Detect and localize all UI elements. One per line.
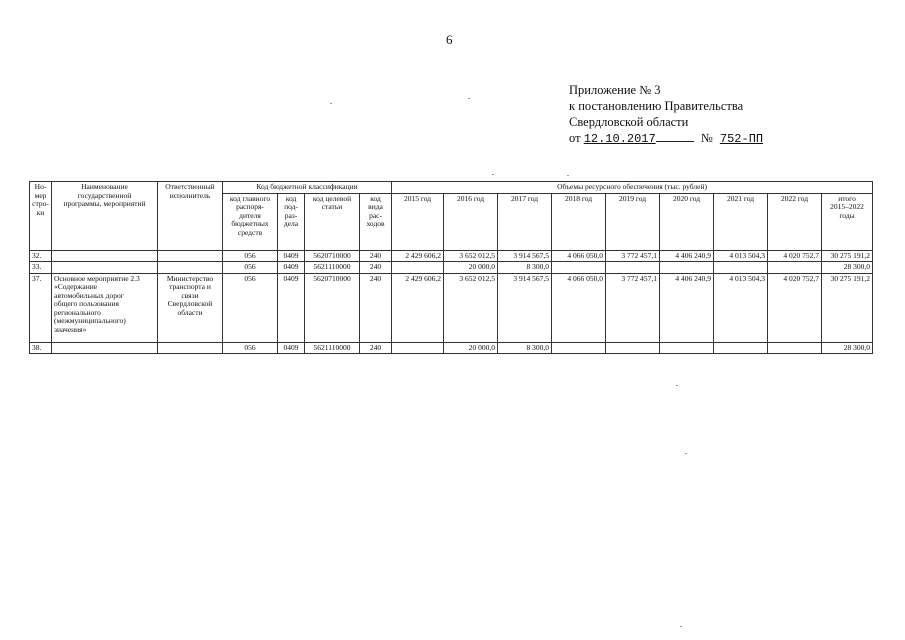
cell-num: 32. [30, 250, 52, 262]
header-2020: 2020 год [660, 193, 714, 250]
cell-2021: 4 013 504,3 [714, 250, 768, 262]
cell-kpodr: 0409 [278, 342, 305, 354]
header-executor: Ответственный исполнитель [158, 182, 223, 251]
cell-2015: 2 429 606,2 [392, 273, 444, 342]
table-row [30, 342, 873, 354]
cell-2015 [392, 262, 444, 274]
cell-2016: 3 652 012,5 [444, 273, 498, 342]
cell-kgrbs: 056 [223, 273, 278, 342]
cell-executor [158, 342, 223, 354]
header-2018: 2018 год [552, 193, 606, 250]
cell-2017: 3 914 567,5 [498, 250, 552, 262]
cell-2020 [660, 262, 714, 274]
page-number: 6 [446, 32, 453, 47]
resolution-date: 12.10.2017 [583, 132, 656, 146]
cell-kvr: 240 [360, 262, 392, 274]
cell-num: 37. [30, 273, 52, 342]
cell-kpodr: 0409 [278, 250, 305, 262]
cell-kcs: 5620710000 [305, 273, 360, 342]
cell-name [52, 262, 158, 274]
cell-2017: 3 914 567,5 [498, 273, 552, 342]
cell-kgrbs: 056 [223, 342, 278, 354]
cell-2022: 4 020 752,7 [768, 273, 822, 342]
header-name: Наименование государственной программы, мероприятий [52, 182, 158, 251]
header-2017: 2017 год [498, 193, 552, 250]
table-row [30, 262, 873, 274]
budget-table [29, 181, 873, 354]
table-header-row [30, 182, 873, 194]
scan-speck [492, 174, 494, 175]
cell-kvr: 240 [360, 273, 392, 342]
cell-total: 28 300,0 [822, 342, 873, 354]
cell-2018 [552, 262, 606, 274]
header-row-number: Но- мер стро- ки [30, 182, 52, 251]
cell-2016: 20 000,0 [444, 342, 498, 354]
cell-kcs: 5621110000 [305, 342, 360, 354]
cell-kcs: 5621110000 [305, 262, 360, 274]
cell-2022 [768, 342, 822, 354]
cell-executor: Министерство транспорта и связи Свердловской области [158, 273, 223, 342]
cell-2021 [714, 262, 768, 274]
cell-kgrbs: 056 [223, 262, 278, 274]
table-row [30, 273, 873, 342]
cell-2016: 3 652 012,5 [444, 250, 498, 262]
appendix-date-line [569, 130, 763, 147]
cell-kcs: 5620710000 [305, 250, 360, 262]
cell-total: 30 275 191,2 [822, 273, 873, 342]
cell-2022: 4 020 752,7 [768, 250, 822, 262]
cell-2021 [714, 342, 768, 354]
header-kpodr: код под- раз- дела [278, 193, 305, 250]
cell-executor [158, 262, 223, 274]
appendix-resolution-line: к постановлению Правительства [569, 99, 744, 113]
date-underline [656, 131, 694, 142]
header-kcs: код целевой статьи [305, 193, 360, 250]
cell-kvr: 240 [360, 250, 392, 262]
header-kgrbs: код главного распоря- дителя бюджетных средств [223, 193, 278, 250]
scan-speck [330, 103, 332, 104]
cell-name: Основное мероприятие 2.3 «Содержание автомобильных дорог общего пользования регионального (межмуниципального) значения» [52, 273, 158, 342]
cell-executor [158, 250, 223, 262]
cell-num: 33. [30, 262, 52, 274]
appendix-region-line: Свердловской области [569, 115, 689, 129]
cell-2022 [768, 262, 822, 274]
header-classification: Код бюджетной классификации [223, 182, 392, 194]
header-total: итого 2015–2022 годы [822, 193, 873, 250]
header-2022: 2022 год [768, 193, 822, 250]
resolution-number: 752-ПП [719, 132, 764, 146]
cell-2020 [660, 342, 714, 354]
scan-speck [685, 453, 687, 454]
scan-speck [468, 98, 470, 99]
cell-2020: 4 406 240,9 [660, 250, 714, 262]
header-2021: 2021 год [714, 193, 768, 250]
cell-total: 28 300,0 [822, 262, 873, 274]
cell-2020: 4 406 240,9 [660, 273, 714, 342]
cell-2017: 8 300,0 [498, 262, 552, 274]
appendix-title: Приложение № 3 [569, 83, 661, 97]
table-row [30, 250, 873, 262]
date-prefix: от [569, 131, 581, 145]
cell-kpodr: 0409 [278, 273, 305, 342]
cell-2017: 8 300,0 [498, 342, 552, 354]
cell-2019 [606, 262, 660, 274]
cell-2015 [392, 342, 444, 354]
cell-total: 30 275 191,2 [822, 250, 873, 262]
header-2016: 2016 год [444, 193, 498, 250]
cell-kgrbs: 056 [223, 250, 278, 262]
appendix-heading [569, 82, 763, 147]
scan-speck [680, 626, 682, 627]
cell-kvr: 240 [360, 342, 392, 354]
header-kvr: код вида рас- ходов [360, 193, 392, 250]
scan-speck [676, 385, 678, 386]
cell-2021: 4 013 504,3 [714, 273, 768, 342]
header-2015: 2015 год [392, 193, 444, 250]
cell-num: 38. [30, 342, 52, 354]
header-volumes: Объемы ресурсного обеспечения (тыс. рублей) [392, 182, 873, 194]
cell-2018: 4 066 050,0 [552, 273, 606, 342]
scan-speck [567, 175, 569, 176]
cell-2019 [606, 342, 660, 354]
cell-2018: 4 066 050,0 [552, 250, 606, 262]
number-prefix: № [700, 131, 713, 145]
cell-2018 [552, 342, 606, 354]
cell-name [52, 250, 158, 262]
cell-kpodr: 0409 [278, 262, 305, 274]
header-2019: 2019 год [606, 193, 660, 250]
cell-2016: 20 000,0 [444, 262, 498, 274]
cell-name [52, 342, 158, 354]
cell-2019: 3 772 457,1 [606, 250, 660, 262]
cell-2019: 3 772 457,1 [606, 273, 660, 342]
cell-2015: 2 429 606,2 [392, 250, 444, 262]
